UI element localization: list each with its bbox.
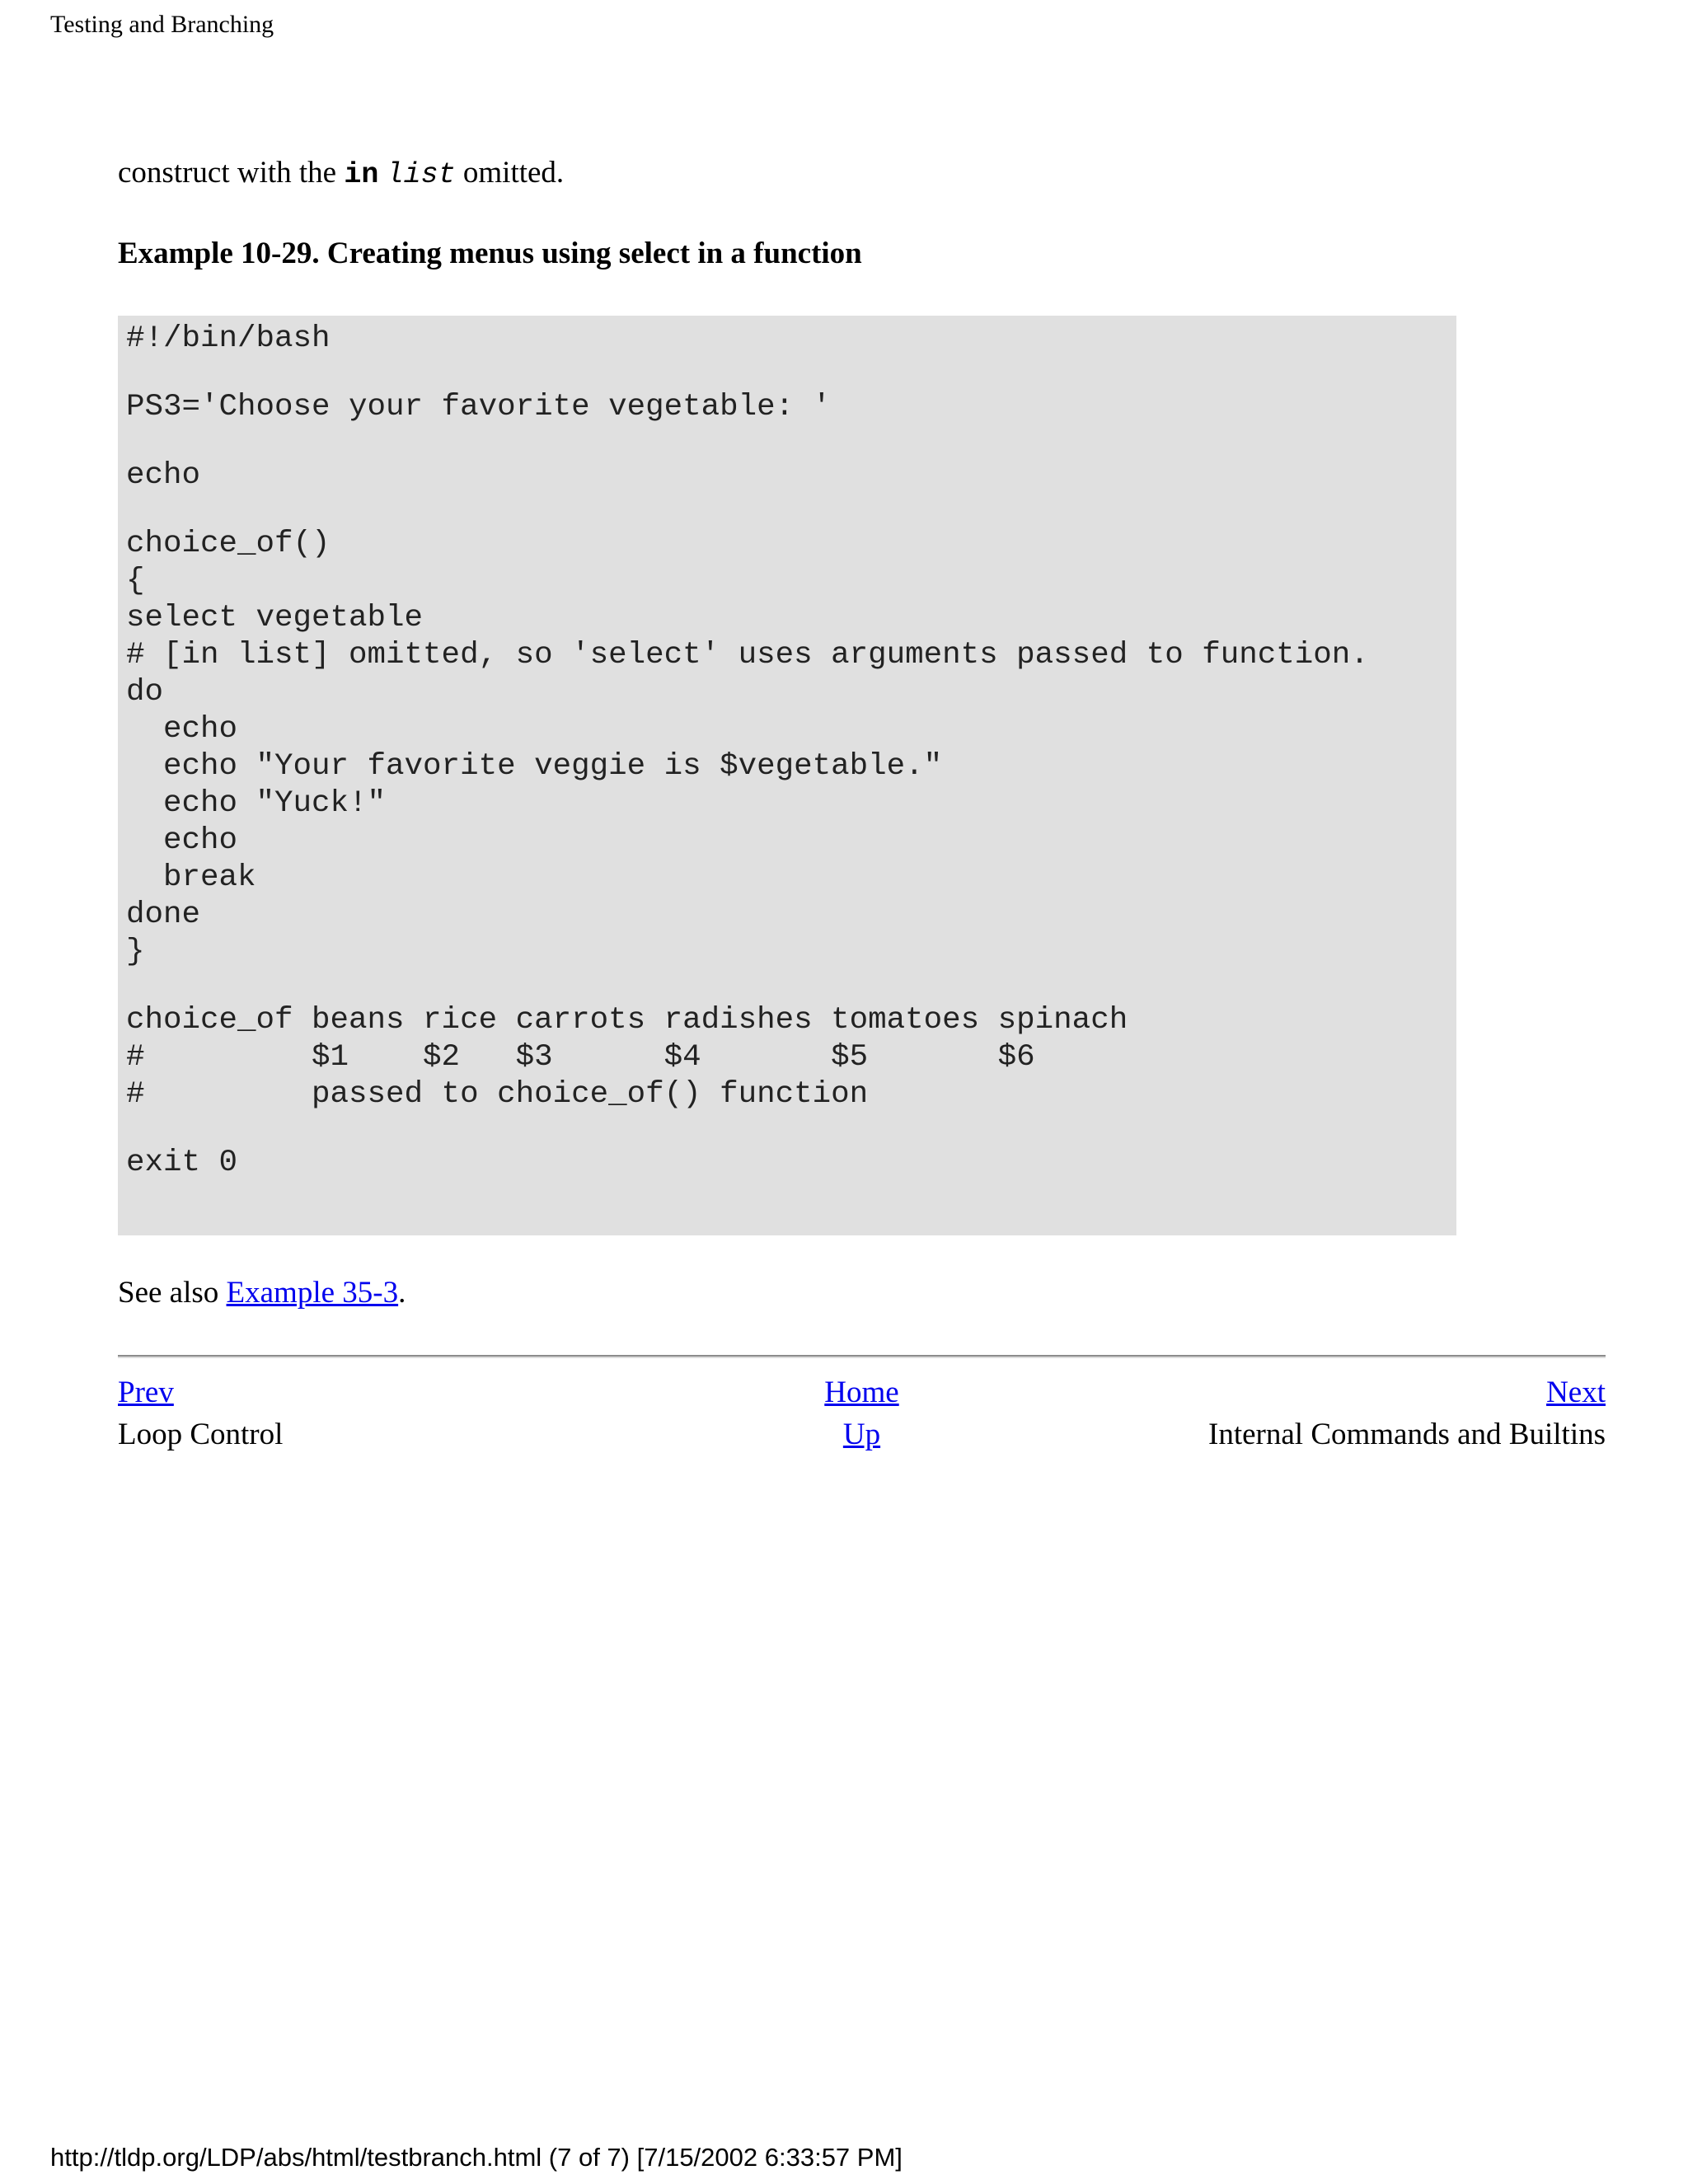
intro-argument: list	[386, 158, 456, 191]
prev-page-title: Loop Control	[118, 1418, 284, 1451]
code-line: echo "Yuck!"	[126, 786, 387, 821]
intro-text-after: omitted.	[455, 156, 565, 190]
code-line: done	[126, 898, 201, 932]
next-link[interactable]: Next	[1546, 1376, 1606, 1409]
navigation-footer	[118, 1371, 1606, 1455]
code-listing	[118, 316, 1456, 1235]
code-line: }	[126, 935, 145, 969]
code-line: exit 0	[126, 1146, 238, 1180]
code-blank-line	[126, 1113, 1448, 1145]
code-line: echo	[126, 823, 238, 858]
navigation-divider	[118, 1355, 1606, 1358]
intro-keyword: in	[344, 158, 379, 191]
code-line: break	[126, 860, 256, 895]
code-line: select vegetable	[126, 601, 424, 635]
code-line: {	[126, 564, 145, 598]
footer-url: http://tldp.org/LDP/abs/html/testbranch.html (7 of 7) [7/15/2002 6:33:57 PM]	[50, 2143, 903, 2172]
up-link[interactable]: Up	[842, 1418, 881, 1451]
example-35-3-link[interactable]: Example 35-3	[226, 1276, 399, 1310]
running-header-title: Testing and Branching	[50, 11, 274, 38]
code-line: choice_of()	[126, 527, 331, 561]
document-body	[118, 155, 1606, 1455]
code-line: do	[126, 675, 164, 710]
code-blank-line	[126, 358, 1448, 389]
example-title: Example 10-29. Creating menus using select in a function	[118, 237, 862, 270]
intro-paragraph	[118, 155, 1606, 193]
next-page-title: Internal Commands and Builtins	[1208, 1418, 1606, 1451]
prev-link[interactable]: Prev	[118, 1376, 174, 1409]
intro-text-before: construct with the	[118, 156, 345, 190]
code-line: #!/bin/bash	[126, 321, 331, 356]
code-line: PS3='Choose your favorite vegetable: '	[126, 390, 832, 424]
see-also-paragraph	[118, 1275, 1606, 1311]
code-blank-line	[126, 971, 1448, 1002]
see-also-suffix: .	[398, 1276, 406, 1310]
code-line: echo	[126, 458, 201, 493]
see-also-prefix: See also	[118, 1276, 227, 1310]
code-line: echo "Your favorite veggie is $vegetable."	[126, 749, 943, 784]
code-line: echo	[126, 712, 238, 747]
home-link[interactable]: Home	[824, 1376, 899, 1409]
code-line: # [in list] omitted, so 'select' uses arguments passed to function.	[126, 638, 1369, 673]
code-line: # passed to choice_of() function	[126, 1077, 869, 1112]
code-blank-line	[126, 426, 1448, 457]
code-blank-line	[126, 494, 1448, 526]
code-line: choice_of beans rice carrots radishes tomatoes spinach	[126, 1003, 1128, 1038]
code-line: # $1 $2 $3 $4 $5 $6	[126, 1040, 1035, 1075]
